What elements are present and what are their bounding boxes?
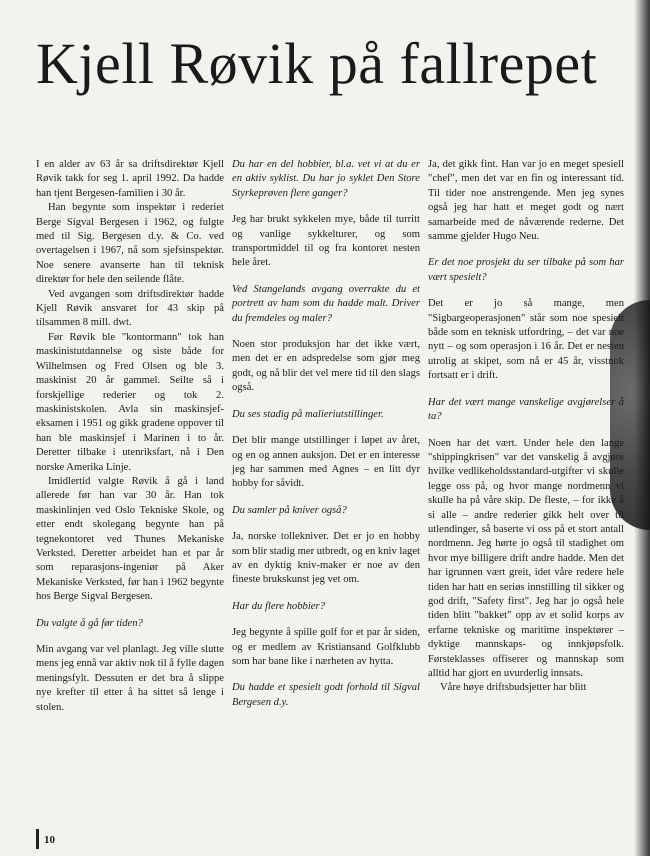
page-edge-shadow <box>634 0 650 856</box>
paragraph: I en alder av 63 år sa driftsdirektør Kjell Røvik takk for seg 1. april 1992. Da hadde han tjent Bergesen-familien i 30 år. <box>36 159 224 199</box>
column-2 <box>232 158 420 722</box>
paragraph: Min avgang var vel planlagt. Jeg ville slutte mens jeg ennå var aktiv nok til å fylle dagen meningsfylt. Dessuten er det bra å slippe nye krefter til etter å ha sittet så lenge i stolen. <box>36 644 224 713</box>
paragraph: Noen har det vært. Under hele den lange "shippingkrisen" var det vanskelig å avgjøre hvilke vedlikeholdsstandard-utgifter vi skulle legge oss på, og hvor mange nordmenn vi skulle ha på våre skip. De fleste, – for ikke å si alle – andre rederier gikk helt over til utlendinger, så baserte vi oss på et stort antall nordmenn. Jeg hørte jo også til stadighet om hvor mye billigere drift andre hadde. Men det har igrunnen vært greit, idet våre redere hele tiden har hatt en seriøs innstilling til sikker og god drift, "Safety first". Jeg har jo også hele tiden blitt "bakket" opp av et solid korps av erfarne tekniske og maritime inspektører – dyktige mannskaps- og innkjøpsfolk. Førsteklasses offiserer og mannskap som alltid har gjort en uvurderlig innsats. <box>428 437 624 679</box>
interview-question: Har du flere hobbier? <box>232 600 325 612</box>
article-title: Kjell Røvik på fallrepet <box>36 31 598 96</box>
interview-question: Du hadde et spesielt godt forhold til Sigval Bergesen d.y. <box>232 682 420 708</box>
paragraph: Imidlertid valgte Røvik å gå i land allerede før han var 30 år. Han tok maskinlinjen ved Oslo Tekniske Skole, og etter endt skolegang begynte han på tegnekontoret ved Thunes Mekaniske Verksted. Deretter arbeidet han et par år som reparasjons-ingeniør på Aker Mekaniske Verksted, før han i 1962 begynte hos Berge Sigval Bergesen. <box>36 475 224 603</box>
page-number-bar <box>36 829 39 849</box>
paragraph: Jeg begynte å spille golf for et par år siden, og er medlem av Kristiansand Golfklubb som har bane like i nærheten av hytta. <box>232 627 420 667</box>
interview-question: Har det vært mange vanskelige avgjørelser å ta? <box>428 396 624 423</box>
page-number: 10 <box>44 834 55 846</box>
interview-question: Du samler på kniver også? <box>232 504 347 516</box>
paragraph: Ja, norske tollekniver. Det er jo en hobby som blir stadig mer utbredt, og en kniv laget av en dyktig kniv-maker er noe av den fineste brukskunst jeg vet om. <box>232 531 421 586</box>
interview-question: Du valgte å gå før tiden? <box>36 617 143 629</box>
paragraph: Jeg har brukt sykkelen mye, både til turritt og vanlige sykkelturer, og som transportmiddel til og fra kontoret nesten hele året. <box>232 214 420 269</box>
paragraph: Det blir mange utstillinger i løpet av året, og en og annen auksjon. Det er en interesse jeg har sammen med Agnes – en litt dyr hobby for såvidt. <box>232 435 420 490</box>
paragraph: Noen stor produksjon har det ikke vært, men det er en adspredelse som gjør meg godt, og nå blir det vel mere tid til den slags også. <box>232 339 420 394</box>
paragraph: Han begynte som inspektør i rederiet Berge Sigval Bergesen i 1962, og fulgte med til Sig. Bergesen d.y. & Co. ved overtagelsen i 1967, nå som sjefsinspektør. Noe senere avanserte han til teknisk direktør for hele den seilende flåte. <box>36 202 224 286</box>
paragraph: Våre høye driftsbudsjetter har blitt <box>440 682 587 694</box>
paragraph: Ja, det gikk fint. Han var jo en meget spesiell "chef", men det var en fin og interessant tid. Til tider noe anstrengende. Men jeg synes også jeg har hatt et meget godt og nært samarbeide med de nåværende rederne. Det samme gjelder Hugo Neu. <box>428 159 624 243</box>
interview-question: Er det noe prosjekt du ser tilbake på som har vært spesielt? <box>428 257 624 283</box>
interview-question: Du har en del hobbier, bl.a. vet vi at du er en aktiv syklist. Du har jo syklet Den Store Styrkeprøven flere ganger? <box>232 159 420 199</box>
column-3 <box>428 158 624 696</box>
paragraph: Det er jo så mange, men "Sigbargeoperasjonen" står som noe spesielt både som en teknisk utfordring, – det var noe nytt – og som operasjon i 16 år. Det er nesten utrolig at skipet, som nå er 45 år, visstnok fortsatt er i drift. <box>428 298 624 382</box>
paragraph: Før Røvik ble "kontormann" tok han maskinistutdannelse og siste både for Wilhelmsen og Fred Olsen og ble 3. maskinist 20 år gammel. Seilte så i forskjellige rederier og tok 2. maskinistskolen. Avla sin maskinsjef-eksamen i 1951 og gikk gradene oppover til han ble maskinsjef i Marinen i to år. Deretter tilbake i utenriksfart, nå i Den norske Amerika Linje. <box>36 331 224 473</box>
interview-question: Du ses stadig på malieriutstillinger. <box>232 408 384 420</box>
column-1 <box>36 158 224 715</box>
paragraph: Ved avgangen som driftsdirektør hadde Kjell Røvik ansvaret for 43 skip på tilsammen 8 mill. dwt. <box>36 288 224 329</box>
interview-question: Ved Stangelands avgang overrakte du et portrett av ham som du hadde malt. Driver du fremdeles og maler? <box>232 283 420 324</box>
